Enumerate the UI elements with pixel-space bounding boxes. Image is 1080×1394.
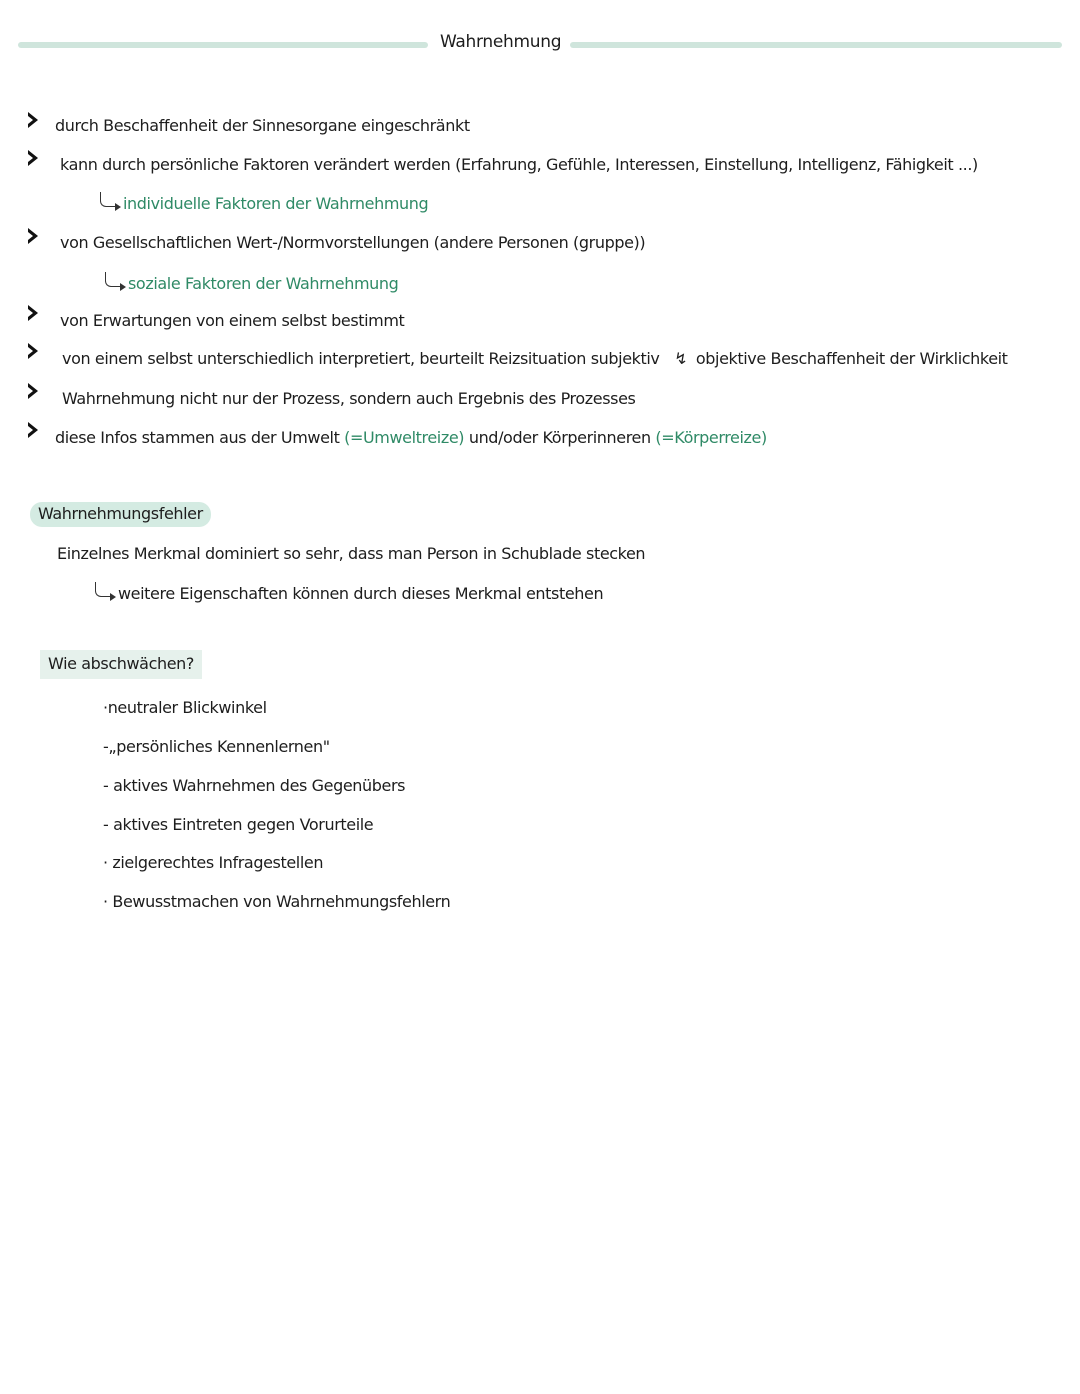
point-social-norms: von Gesellschaftlichen Wert-/Normvorstellungen (andere Personen (gruppe)) (60, 233, 646, 252)
page-title: Wahrnehmung (440, 32, 562, 52)
title-rule-right (570, 42, 1062, 48)
list-item: - aktives Eintreten gegen Vorurteile (103, 815, 374, 834)
bullet-arrow-icon (28, 150, 38, 166)
mitigation-heading: Wie abschwächen? (40, 650, 202, 679)
error-sub: weitere Eigenschaften können durch dieses Merkmal entstehen (95, 582, 603, 603)
list-item: · Bewusstmachen von Wahrnehmungsfehlern (103, 892, 451, 911)
bullet-arrow-icon (28, 305, 38, 321)
title-row (0, 30, 1080, 70)
error-heading: Wahrnehmungsfehler (30, 502, 211, 527)
list-item: -„persönliches Kennenlernen" (103, 737, 330, 756)
bullet-arrow-icon (28, 343, 38, 359)
sub-arrow-icon (105, 272, 122, 287)
bullet-arrow-icon (28, 383, 38, 399)
sub-arrow-icon (95, 582, 112, 597)
point-personal-factors: kann durch persönliche Faktoren verändert werden (Erfahrung, Gefühle, Interessen, Einstellung, Intelligenz, Fähigkeit ...) (60, 155, 978, 174)
bullet-arrow-icon (28, 112, 38, 128)
bullet-arrow-icon (28, 228, 38, 244)
point-sources: diese Infos stammen aus der Umwelt (=Umweltreize) und/oder Körperinneren (=Körperreize) (55, 428, 767, 447)
point-individual-factors: individuelle Faktoren der Wahrnehmung (100, 192, 428, 213)
bullet-arrow-icon (28, 422, 38, 438)
point-senses: durch Beschaffenheit der Sinnesorgane eingeschränkt (55, 116, 470, 135)
title-rule-left (18, 42, 428, 48)
list-item: - aktives Wahrnehmen des Gegenübers (103, 776, 406, 795)
point-expectations: von Erwartungen von einem selbst bestimmt (60, 311, 405, 330)
sub-arrow-icon (100, 192, 117, 207)
error-text: Einzelnes Merkmal dominiert so sehr, dass man Person in Schublade stecken (57, 544, 646, 563)
list-item: · zielgerechtes Infragestellen (103, 853, 324, 872)
lightning-icon: ↯ (674, 349, 688, 368)
list-item: ·neutraler Blickwinkel (103, 698, 267, 717)
point-social-factors: soziale Faktoren der Wahrnehmung (105, 272, 398, 293)
point-process: Wahrnehmung nicht nur der Prozess, sondern auch Ergebnis des Prozesses (62, 389, 636, 408)
point-interpretation: von einem selbst unterschiedlich interpretiert, beurteilt Reizsituation subjektiv ↯ objektive Beschaffenheit der Wirklichkeit (62, 349, 1008, 368)
